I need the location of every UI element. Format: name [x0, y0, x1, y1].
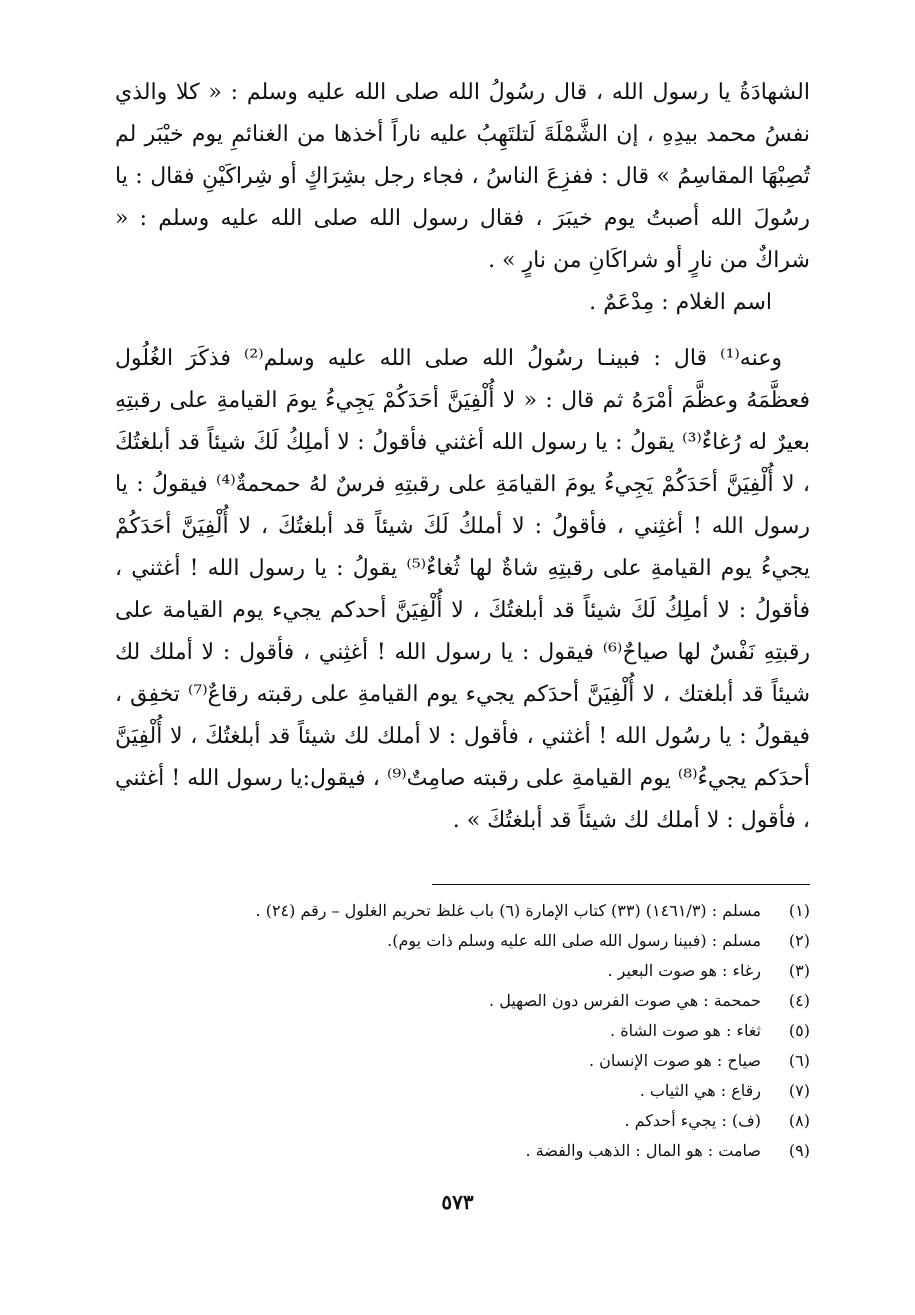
footnote-item [160, 1106, 810, 1136]
paragraph-boy-name: اسم الغلام : مِدْعَمٌ . [589, 290, 772, 315]
footnote-text: رقاع : هي الثياب . [639, 1081, 761, 1100]
page-number: ٥٧٣ [441, 1190, 474, 1214]
footnote-text: مسلم : (١٤٦١/٣) (٣٣) كتاب الإمارة (٦) باب غلظ تحريم الغلول – رقم (٢٤) . [255, 901, 761, 920]
footnote-number: (١) [788, 901, 810, 920]
footnote-number: (٣) [788, 961, 810, 980]
footnote-text: صياح : هو صوت الإنسان . [588, 1051, 761, 1070]
footnote-item [160, 956, 810, 986]
main-text [115, 72, 810, 842]
footnote-text: رغاء : هو صوت البعير . [607, 961, 761, 980]
footnote-item [160, 1136, 810, 1166]
footnote-item [160, 986, 810, 1016]
footnote-number: (٥) [788, 1021, 810, 1040]
footnote-number: (٩) [788, 1141, 810, 1160]
footnote-text: مسلم : (فبينا رسول الله صلى الله عليه وسلم ذات يوم). [387, 931, 761, 950]
footnote-number: (٨) [788, 1111, 810, 1130]
footnote-item [160, 926, 810, 956]
footnote-number: (٢) [788, 931, 810, 950]
paragraph-ghulul-hadith: وعنه⁽¹⁾ قال : فبينـا رسُولُ الله صلى الله عليه وسلم⁽²⁾ فذكَرَ الغُلُول فعظَّمَهُ وعظَّمَ أمْرَهُ ثم قال : « لا أُلْفِيَنَّ أحَدَكُمْ يَجِيءُ يومَ القيامةِ على رقبتِهِ بعيرٌ له رُغاءٌ⁽³⁾ يقولُ : يا رسول الله أغثني فأقولُ : لا أملِكُ لَكَ شيئاً قد أبلغتُكَ ، لا أُلْفِيَنَّ أحَدَكُمْ يَجِيءُ يومَ القيامَةِ على رقبتِهِ فرسٌ لهُ حمحمةٌ⁽⁴⁾ فيقولُ : يا رسول الله ! أغثِني ، فأقولُ : لا أملكُ لَكَ شيئاً قد أبلغتُكَ ، لا أُلْفِيَنَّ أحَدَكُمْ يجيءُ يوم القيامةِ على رقبتِهِ شاةٌ لها ثُغاءٌ⁽⁵⁾ يقولُ : يا رسول الله ! أغثني ، فأقولُ : لا أملِكُ لَكَ شيئاً قد أبلغتُكَ ، لا أُلْفِيَنَّ أحدكم يجيء يوم القيامة على رقبتِهِ نَفْسٌ لها صياحٌ⁽⁶⁾ فيقول : يا رسول الله ! أغثِني ، فأقول : لا أملك لك شيئاً قد أبلغتك ، لا أُلْفِيَنَّ أحدَكم يجيء يوم القيامةِ على رقبته رقاعٌ⁽⁷⁾ تخفِق ، فيقولُ : يا رسُول الله ! أغثني ، فأقول : لا أملك لك شيئاً قد أبلغتُكَ ، لا أُلْفِيَنَّ أحدَكم يجيءُ⁽⁸⁾ يوم القيامةِ على رقبته صامِتٌ⁽⁹⁾ ، فيقول:يا رسول الله ! أغثني ، فأقول : لا أملك لك شيئاً قد أبلغتُكَ » . [115, 346, 811, 833]
footnote-separator [432, 884, 810, 885]
footnote-number: (٧) [788, 1081, 810, 1100]
paragraph-shahada: الشهادَةُ يا رسول الله ، قال رسُولُ الله صلى الله عليه وسلم : « كلا والذي نفسُ محمد بيدِهِ ، إن الشَّمْلَةَ لَتلتَهِبُ عليه ناراً أخذها من الغنائمِ يوم خيْبَر لم تُصِبْهَا المقاسِمُ » قال : ففزِعَ الناسُ ، فجاء رجل بشِرَاكٍ أو شِراكَيْنِ فقال : يا رسُولَ الله أصبتُ يوم خيبَرَ ، فقال رسول الله صلى الله عليه وسلم : « شراكٌ من نارٍ أو شراكَانِ من نارٍ » . [115, 80, 810, 273]
footnote-item [160, 896, 810, 926]
footnote-item [160, 1076, 810, 1106]
footnote-text: ثغاء : هو صوت الشاة . [610, 1021, 761, 1040]
footnote-number: (٦) [788, 1051, 810, 1070]
footnote-item [160, 1046, 810, 1076]
footnote-text: (ف) : يجيء أحدكم . [624, 1111, 761, 1130]
footnote-text: حمحمة : هي صوت الفرس دون الصهيل . [489, 991, 761, 1010]
footnotes [160, 896, 810, 1166]
footnote-text: صامت : هو المال : الذهب والفضة . [525, 1141, 761, 1160]
footnote-item [160, 1016, 810, 1046]
footnote-number: (٤) [788, 991, 810, 1010]
